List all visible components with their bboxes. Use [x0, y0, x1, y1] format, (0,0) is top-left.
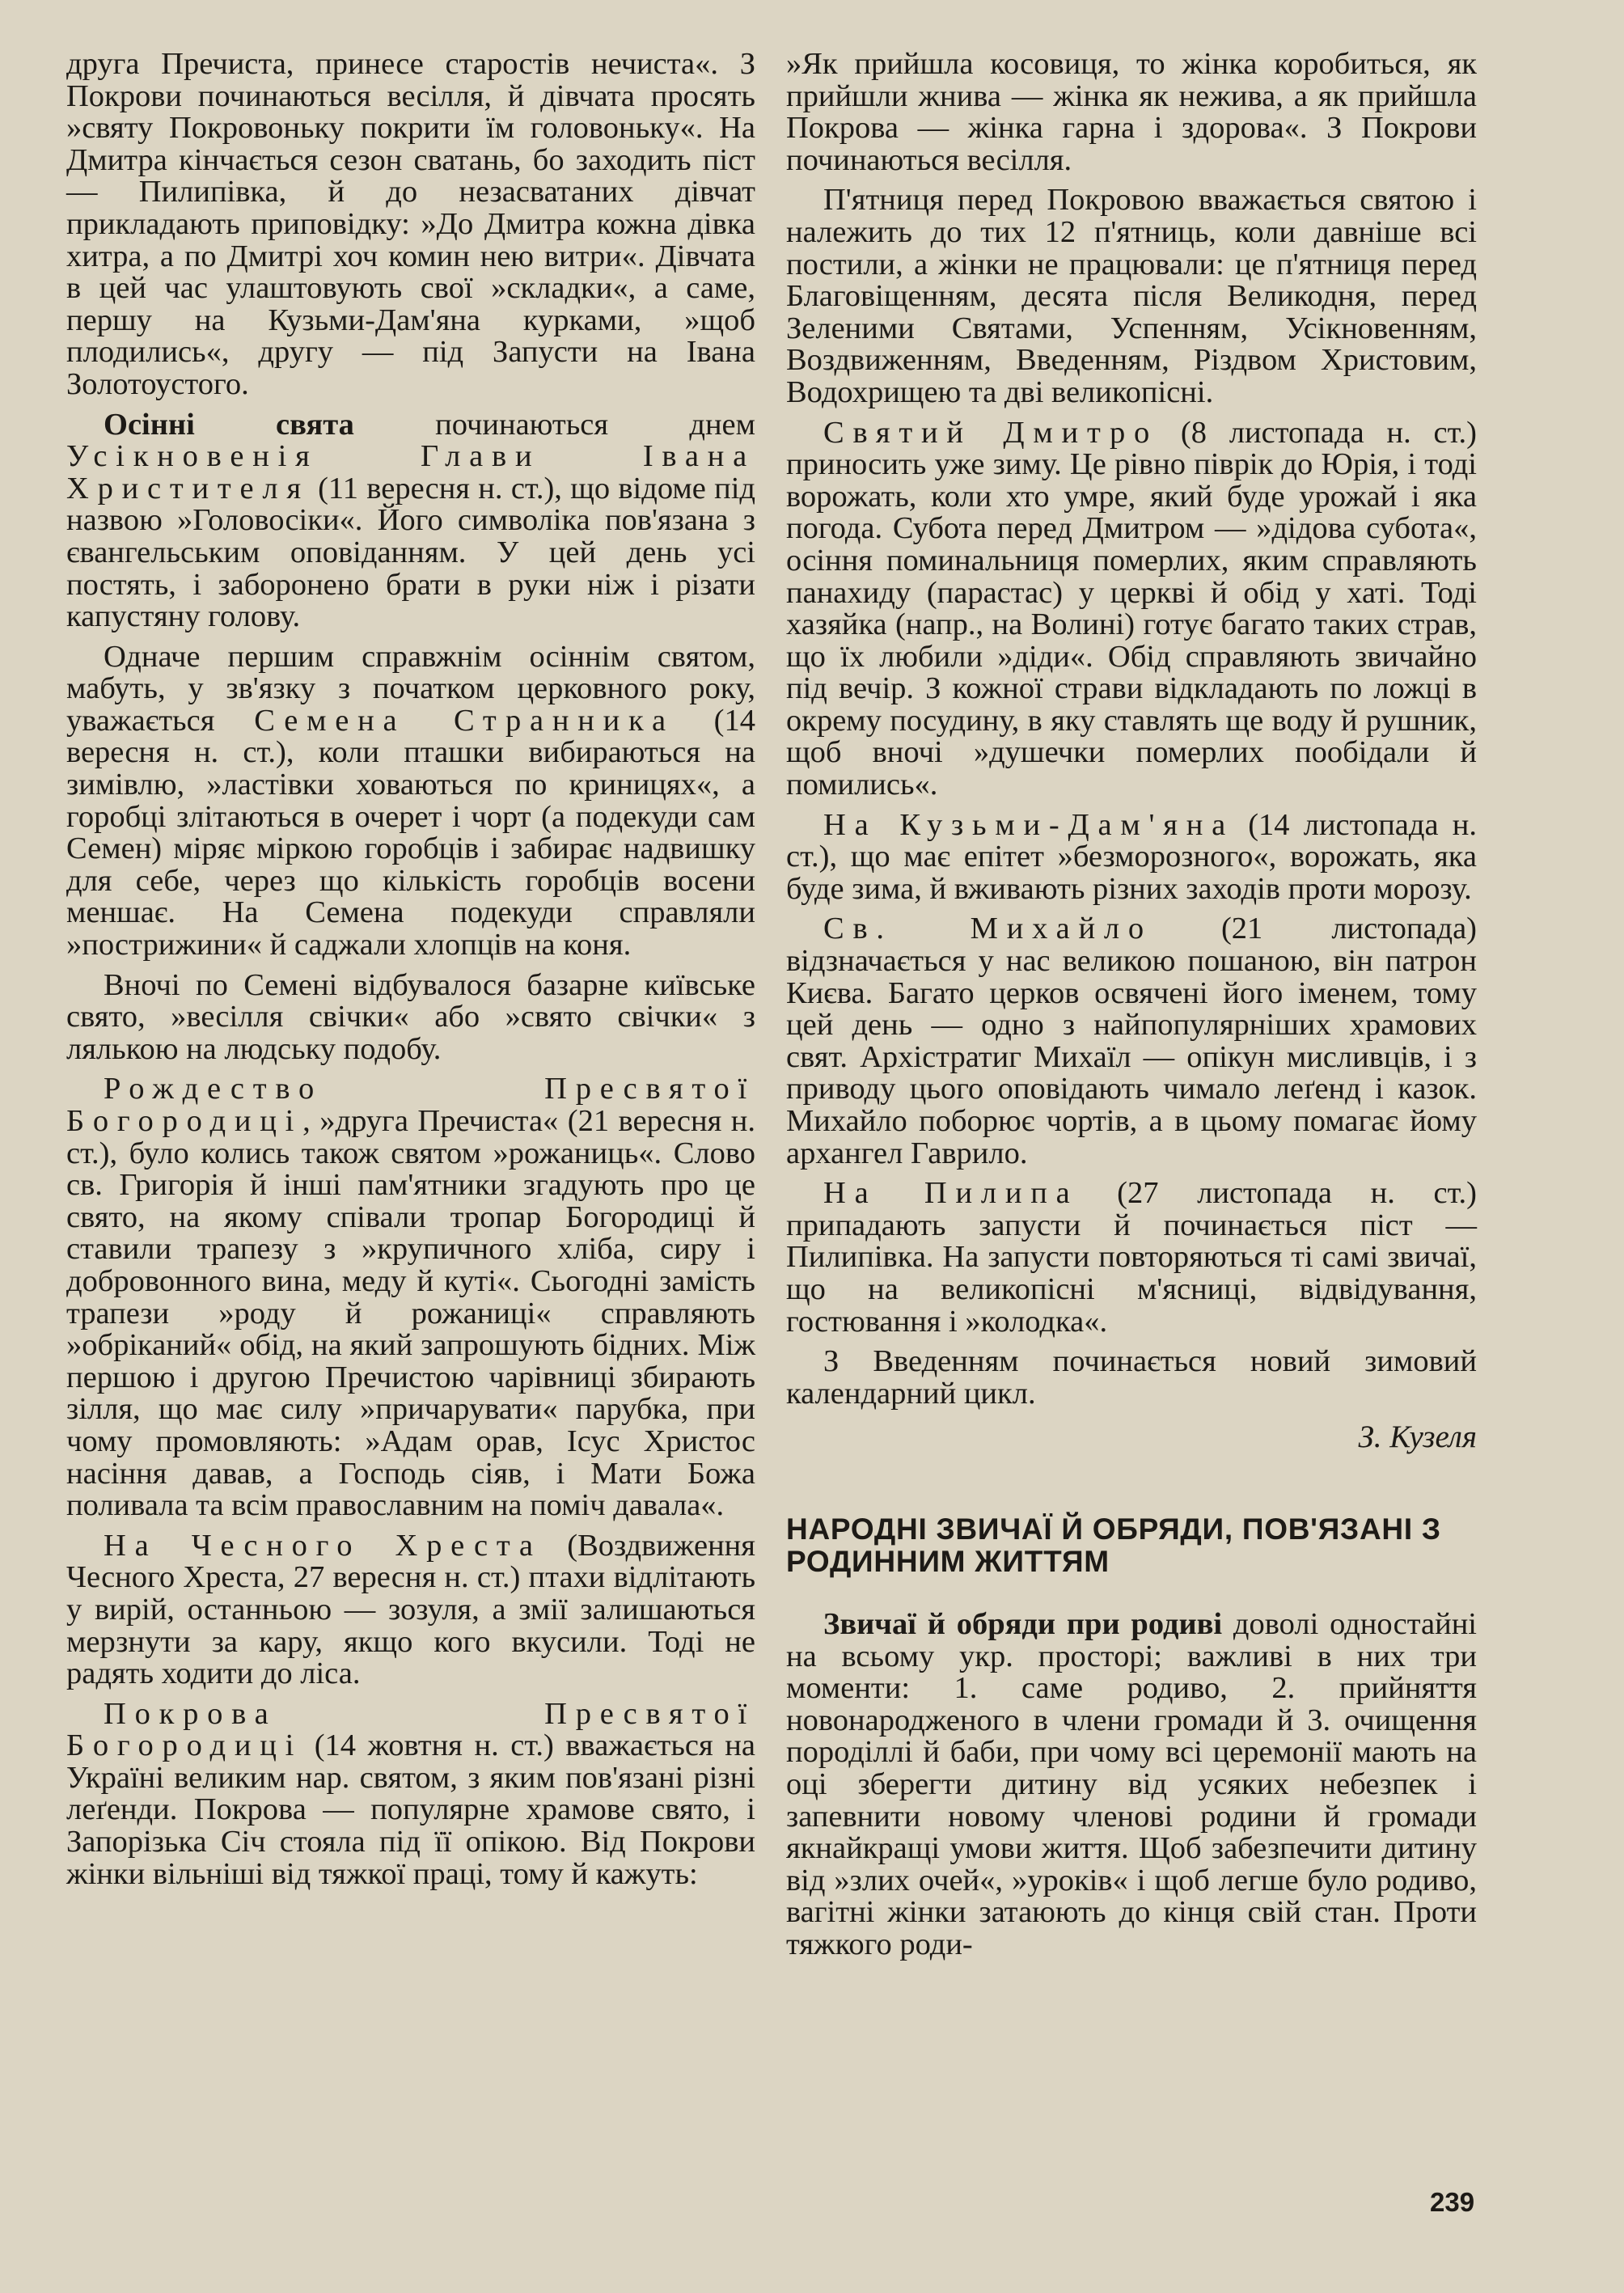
text-run: (Воздвиження Чесного Хреста, 27 вересня н. ст.) птахи відлітають у вирій, останньою — зозуля, а змії залишаються мерзнути за кару, якщо кого вкусили. Тоді не радять ходити до ліса. — [66, 1528, 755, 1691]
text-run: (14 листопада н. ст.), що має епітет »безморозного«, ворожать, яка буде зима, й вживають різних заходів проти морозу. — [786, 807, 1477, 906]
paragraph — [66, 409, 755, 633]
text-run: Одначе першим справжнім осіннім святом, мабуть, у зв'язку з початком церковного року, уважається — [66, 639, 755, 738]
paragraph — [786, 807, 1477, 906]
text-run: (27 листопада н. ст.) припадають запусти й починається піст — Пилипівка. На запусти повторяються ті самі звичаї, що на великопісні м'ясниці, відвідування, гостювання і »колодка«. — [786, 1176, 1478, 1339]
paragraph — [786, 1178, 1477, 1338]
text-run: , »друга Пречиста« (21 вересня н. ст.), було колись також святом »рожаниць«. Слово св. Григорія й інші пам'ятники згадують про це свято, на якому співали тропар Богородиці й ставили трапезу з »крупичного хліба, сиру і добровонного вина, меду й куті«. Сьогодні замість трапези »роду й рожаниці« справляють »обріканий« обід, на який запрошують бідних. Між першою і другою Пречистою чарівниці збирають зілля, що має силу »причарувати« парубка, при чому промовляють: »Адам орав, Ісус Христос насіння давав, а Господь сіяв, і Мати Божа поливала та всім православним на поміч давала«. — [66, 1104, 755, 1523]
text-run: (21 листопада) відзначається у нас великою пошаною, він патрон Києва. Багато церков освячені його іменем, тому цей день — одно з найпопулярніших храмових свят. Архістратиг Михаїл — опікун мисливців, і з приводу цього оповідають чимало леґенд і казок. Михайло поборює чортів, а в цьому помагає йому архангел Гаврило. — [786, 912, 1478, 1170]
right-column — [786, 49, 1477, 1969]
spaced-term: На Кузьми-Дам'яна — [823, 807, 1234, 842]
paragraph — [66, 1073, 755, 1521]
spaced-term: Покрова Пресвятої Богородиці — [66, 1696, 755, 1763]
spaced-term: Семена Странника — [254, 703, 675, 738]
text-run: (11 вересня н. ст.), що відоме під назвою »Головосіки«. Його символіка пов'язана з євангельським оповіданням. У цей день усі постять, і заборонено брати в руки ніж і різати капустяну голову. — [66, 471, 755, 634]
paragraph — [786, 913, 1477, 1170]
text-run: починаються днем — [353, 407, 755, 442]
paragraph: З Введенням починається новий зимовий календарний цикл. — [786, 1344, 1477, 1411]
bold-term: Звичаї й обряди при родиві — [823, 1606, 1223, 1641]
paragraph — [66, 1530, 755, 1690]
spaced-term: На Пилипа — [823, 1176, 1079, 1211]
spaced-term: На Чесного Хреста — [104, 1528, 542, 1563]
spaced-term: Св. Михайло — [823, 912, 1152, 946]
paragraph: друга Пречиста, принесе старостів нечиста«. З Покрови починаються весілля, й дівчата просять »святу Покровоньку покрити їм головоньку«. На Дмитра кінчається сезон сватань, бо заходить піст — Пилипівка, й до незасватаних дівчат прикладають приповідку: »До Дмитра кожна дівка хитра, а по Дмитрі хоч комин нею витри«. Дівчата в цей час улаштовують свої »складки«, а саме, першу на Кузьми-Дам'яна курками, »щоб плодились«, другу — під Запусти на Івана Золотоустого. — [66, 47, 755, 401]
paragraph: Вночі по Семені відбувалося базарне київське свято, »весілля свічки« або »свято свічки« з лялькою на людську подобу. — [66, 967, 755, 1066]
author-signature: З. Кузеля — [1358, 1419, 1477, 1455]
paragraph — [66, 1696, 755, 1891]
paragraph — [66, 641, 755, 962]
text-run: доволі одностайні на всьому укр. просторі; важливі в них три моменти: 1. саме родиво, 2. прийняття новонародженого в члени громади й 3. очищення породіллі й баби, при чому всі церемонії мають на оці зберегти дитину від усяких небезпек і запевнити новому членові родини й громади якнайкращі умови життя. Щоб забезпечити дитину від »злих очей«, »уроків« і щоб легше було родиво, вагітні жінки затаюють до кінця свій стан. Проти тяжкого роди- — [786, 1606, 1477, 1961]
spaced-term: Святий Дмитро — [823, 415, 1159, 450]
paragraph — [786, 1606, 1477, 1961]
section-heading: НАРОДНІ ЗВИЧАЇ Й ОБРЯДИ, ПОВ'ЯЗАНІ З РОДИННИМ ЖИТТЯМ — [786, 1512, 1441, 1578]
spaced-term: Усікновенія Глави Івана Христителя — [66, 439, 755, 506]
paragraph — [786, 417, 1477, 802]
text-run: (14 вересня н. ст.), коли пташки вибираються на зимівлю, »ластівки ховаються по криницях«, а горобці злітаються в очерет і чорт (а подекуди сам Семен) міряє міркою горобців і забирає надвишку для себе, через що кількість горобців восени меншає. На Семена подекуди справляли »пострижини« й саджали хлопців на коня. — [66, 703, 755, 962]
spaced-term: Рождество Пресвятої Богородиці — [66, 1072, 755, 1138]
left-column — [66, 49, 755, 1898]
page-number: 239 — [1430, 2187, 1475, 2217]
paragraph: »Як прийшла косовиця, то жінка коробиться, як прийшли жнива — жінка як нежива, а як прийшла Покрова — жінка гарна і здорова«. З Покрови починаються весілля. — [786, 47, 1477, 177]
text-run: (8 листопада н. ст.) приносить уже зиму. Це рівно піврік до Юрія, і тоді ворожать, коли хто умре, який буде урожай і яка погода. Субота перед Дмитром — »дідова субота«, осіння поминальниця померлих, яким справляють панахиду (парастас) у церкві й обід у хаті. Тоді хазяйка (напр., на Волині) готує багато таких страв, що їх любили »діди«. Обід справляють звичайно під вечір. З кожної страви відкладають по ложці в окрему посудину, в яку ставлять ще воду й рушник, щоб вночі »душечки померлих пообідали й помились«. — [786, 415, 1477, 802]
paragraph: П'ятниця перед Покровою вважається святою і належить до тих 12 п'ятниць, коли давніше всі постили, а жінки не працювали: це п'ятниця перед Благовіщенням, десята після Великодня, перед Зеленими Святами, Успенням, Усікновенням, Воздвиженням, Введенням, Різдвом Христовим, Водохрищею та дві великопісні. — [786, 183, 1477, 409]
text-run: (14 жовтня н. ст.) вважається на Україні великим нар. святом, з яким пов'язані різні леґенди. Покрова — популярне храмове свято, і Запорізька Січ стояла під її опікою. Від Покрови жінки вільніші від тяжкої праці, тому й кажуть: — [66, 1728, 755, 1891]
bold-term: Осінні свята — [104, 407, 354, 442]
